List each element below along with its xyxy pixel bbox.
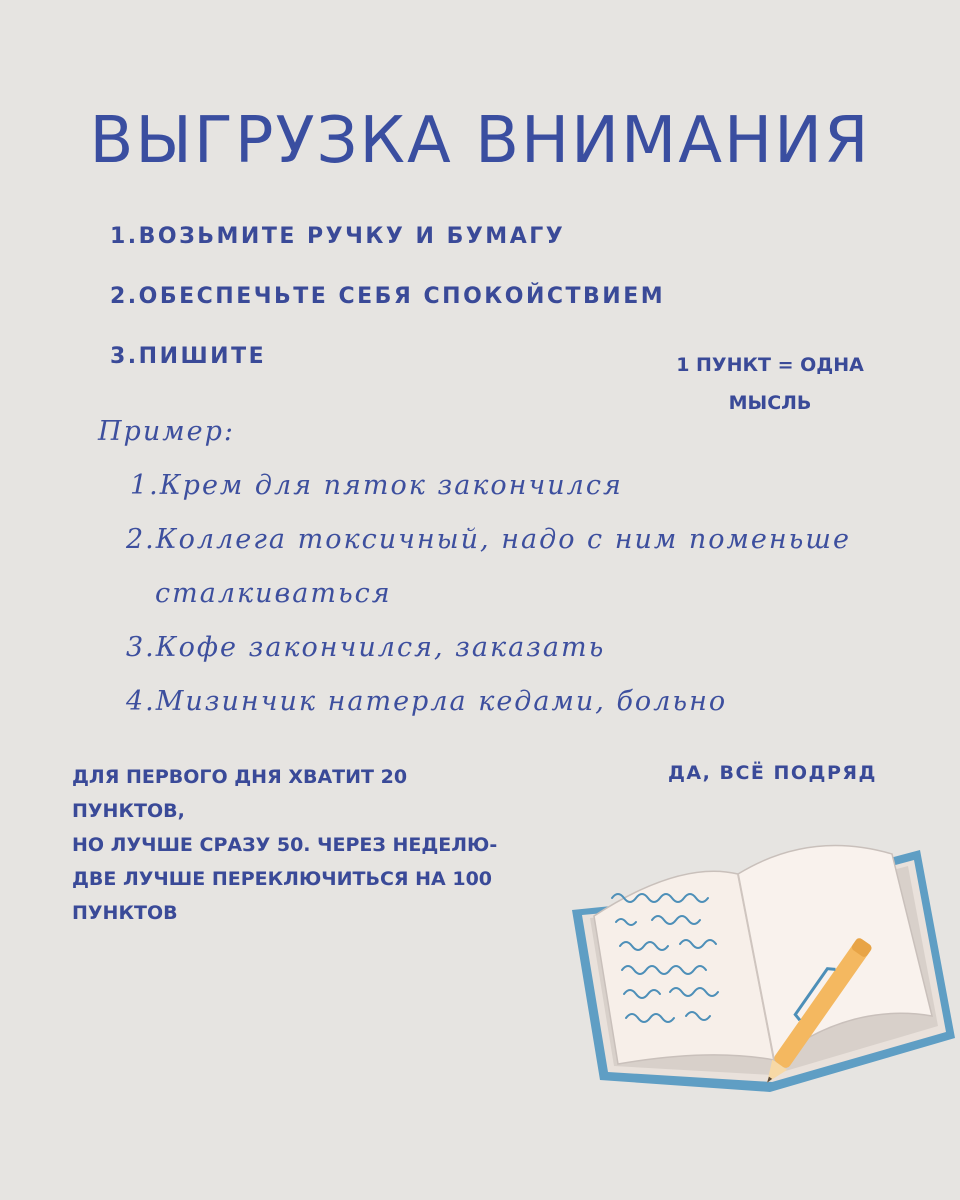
- example-item-1: 1.Крем для пяток закончился: [130, 470, 623, 501]
- example-item-2: 2.Коллега токсичный, надо с ним поменьше: [126, 524, 851, 555]
- example-item-2-continued: сталкиваться: [155, 578, 392, 609]
- rule-note-line-2: МЫСЛЬ: [728, 392, 812, 414]
- step-1: 1.ВОЗЬМИТЕ РУЧКУ И БУМАГУ: [110, 224, 566, 249]
- advice-line-3: НО ЛУЧШЕ СРАЗУ 50. ЧЕРЕЗ НЕДЕЛЮ-: [72, 834, 498, 856]
- open-notebook-with-pen-icon: [560, 820, 960, 1110]
- step-3: 3.ПИШИТЕ: [110, 344, 267, 369]
- step-2: 2.ОБЕСПЕЧЬТЕ СЕБЯ СПОКОЙСТВИЕМ: [110, 284, 666, 309]
- example-item-3: 3.Кофе закончился, заказать: [126, 632, 606, 663]
- rule-note-line-1: 1 ПУНКТ = ОДНА: [676, 354, 864, 376]
- rule-note: [660, 346, 880, 422]
- advice-line-1: ДЛЯ ПЕРВОГО ДНЯ ХВАТИТ 20: [72, 766, 408, 788]
- aside-note: ДА, ВСЁ ПОДРЯД: [668, 762, 877, 784]
- advice-line-5: ПУНКТОВ: [72, 902, 178, 924]
- page-title: ВЫГРУЗКА ВНИМАНИЯ: [89, 104, 871, 178]
- example-item-4: 4.Мизинчик натерла кедами, больно: [126, 686, 728, 717]
- advice-line-2: ПУНКТОВ,: [72, 800, 185, 822]
- advice-text: [72, 760, 572, 930]
- advice-line-4: ДВЕ ЛУЧШЕ ПЕРЕКЛЮЧИТЬСЯ НА 100: [72, 868, 493, 890]
- example-heading: Пример:: [98, 416, 235, 447]
